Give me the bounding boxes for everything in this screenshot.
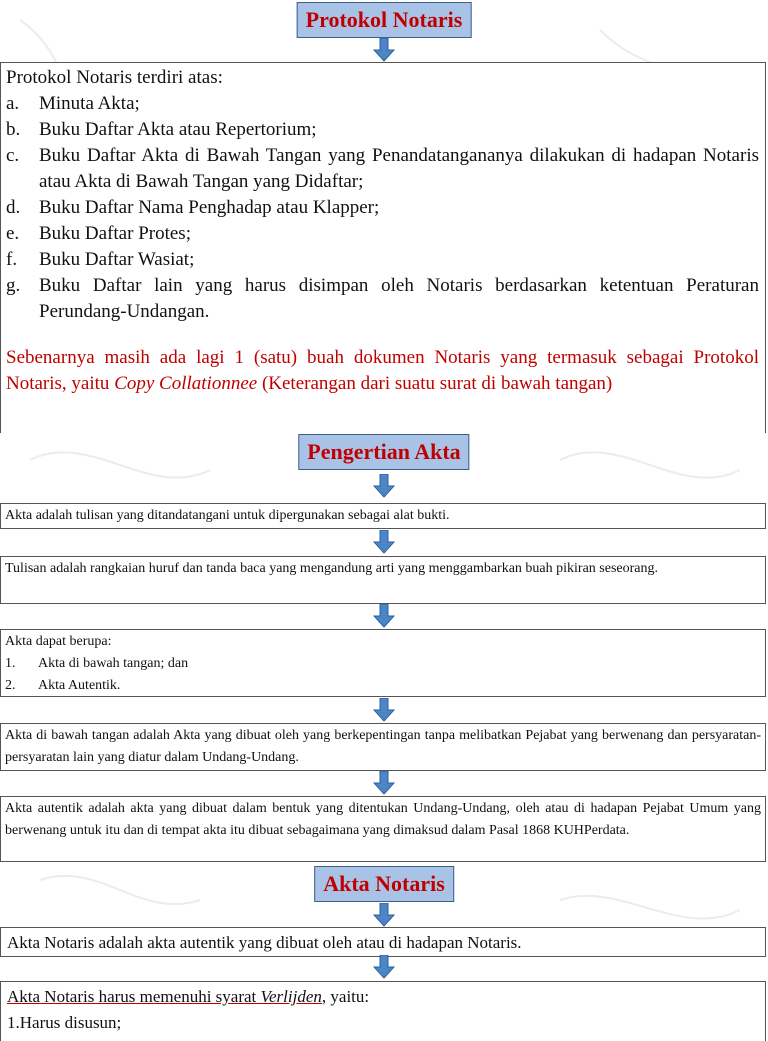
list-text: Akta di bawah tangan; dan [38, 656, 189, 671]
down-arrow-icon [373, 955, 395, 979]
list-item [6, 221, 759, 247]
down-arrow-icon [373, 604, 395, 628]
down-arrow-icon [373, 903, 395, 927]
verlijden-text-1: Akta Notaris harus memenuhi syarat [7, 987, 261, 1006]
list-text: Akta Autentik. [38, 678, 121, 693]
verlijden-italic-term: Verlijden [260, 987, 322, 1006]
list-text: Buku Daftar Protes; [39, 223, 191, 244]
section-title-protokol-notaris: Protokol Notaris [297, 2, 472, 38]
list-marker: c. [6, 145, 20, 166]
note-text-1: Sebenarnya masih ada lagi 1 (satu) buah dokumen Notaris yang termasuk sebagai Protokol Notaris, yaitu [6, 347, 759, 394]
list-marker: g. [6, 275, 21, 296]
list-marker: 1. [7, 1013, 20, 1032]
list-item [6, 143, 759, 195]
list-marker: d. [6, 197, 21, 218]
protokol-note [6, 345, 759, 397]
down-arrow-icon [373, 530, 395, 554]
akta-autentik-box [0, 796, 766, 862]
list-text: Buku Daftar Wasiat; [39, 249, 195, 270]
down-arrow-icon [373, 698, 395, 722]
list-text: Buku Daftar lain yang harus disimpan oleh Notaris berdasarkan ketentuan Peraturan Perundang-Undangan. [39, 275, 759, 322]
list-text: Buku Daftar Akta di Bawah Tangan yang Penandatangananya dilakukan di hadapan Notaris atau Akta di Bawah Tangan yang Didaftar; [39, 145, 759, 192]
verlijden-box [0, 981, 766, 1041]
list-marker: a. [6, 93, 20, 114]
akta-types-intro: Akta dapat berupa: [5, 634, 112, 649]
down-arrow-icon [373, 771, 395, 795]
list-marker: e. [6, 223, 20, 244]
list-item [6, 117, 759, 143]
verlijden-list [7, 1010, 759, 1036]
list-text: Harus disusun; [19, 1013, 122, 1032]
akta-definition-box [0, 503, 766, 529]
list-item [5, 675, 761, 697]
protokol-intro: Protokol Notaris terdiri atas: [6, 67, 223, 88]
akta-notaris-definition-text: Akta Notaris adalah akta autentik yang dibuat oleh atau di hadapan Notaris. [7, 933, 522, 952]
list-marker: b. [6, 119, 21, 140]
verlijden-intro [7, 984, 759, 1010]
list-marker: f. [6, 249, 18, 270]
akta-notaris-definition-box [0, 927, 766, 957]
list-item [5, 653, 761, 675]
tulisan-definition-text: Tulisan adalah rangkaian huruf dan tanda baca yang mengandung arti yang menggambarkan buah pikiran seseorang. [5, 561, 658, 576]
list-text: Buku Daftar Akta atau Repertorium; [39, 119, 317, 140]
list-text: Minuta Akta; [39, 93, 140, 114]
tulisan-definition-box [0, 556, 766, 604]
note-text-2: (Keterangan dari suatu surat di bawah tangan) [257, 373, 613, 394]
list-marker: 2. [5, 678, 16, 693]
list-text: Buku Daftar Nama Penghadap atau Klapper; [39, 197, 380, 218]
section-title-akta-notaris: Akta Notaris [314, 866, 454, 902]
list-item [6, 247, 759, 273]
akta-autentik-text: Akta autentik adalah akta yang dibuat dalam bentuk yang ditentukan Undang-Undang, oleh atau di hadapan Pejabat Umum yang berwenang untuk itu dan di tempat akta itu dibuat sebagaimana yang dimaksud dalam Pasal 1868 KUHPerdata. [5, 801, 761, 838]
list-item [6, 195, 759, 221]
protokol-list [6, 91, 759, 325]
akta-bawah-tangan-text: Akta di bawah tangan adalah Akta yang dibuat oleh yang berkepentingan tanpa melibatkan Pejabat yang berwenang dan persyaratan-persyaratan lain yang diatur dalam Undang-Undang. [5, 728, 761, 765]
akta-types-list [5, 653, 761, 697]
verlijden-text-2: , yaitu: [321, 987, 370, 1006]
list-item [6, 273, 759, 325]
akta-definition-text: Akta adalah tulisan yang ditandatangani untuk dipergunakan sebagai alat bukti. [5, 508, 450, 523]
note-italic-term: Copy Collationnee [114, 373, 258, 394]
down-arrow-icon [373, 474, 395, 498]
list-item [6, 91, 759, 117]
section-title-pengertian-akta: Pengertian Akta [298, 434, 469, 470]
down-arrow-icon [373, 38, 395, 62]
list-item [7, 1010, 759, 1036]
akta-types-box [0, 629, 766, 697]
protokol-notaris-box [0, 62, 766, 433]
list-marker: 1. [5, 656, 16, 671]
akta-bawah-tangan-box [0, 723, 766, 771]
